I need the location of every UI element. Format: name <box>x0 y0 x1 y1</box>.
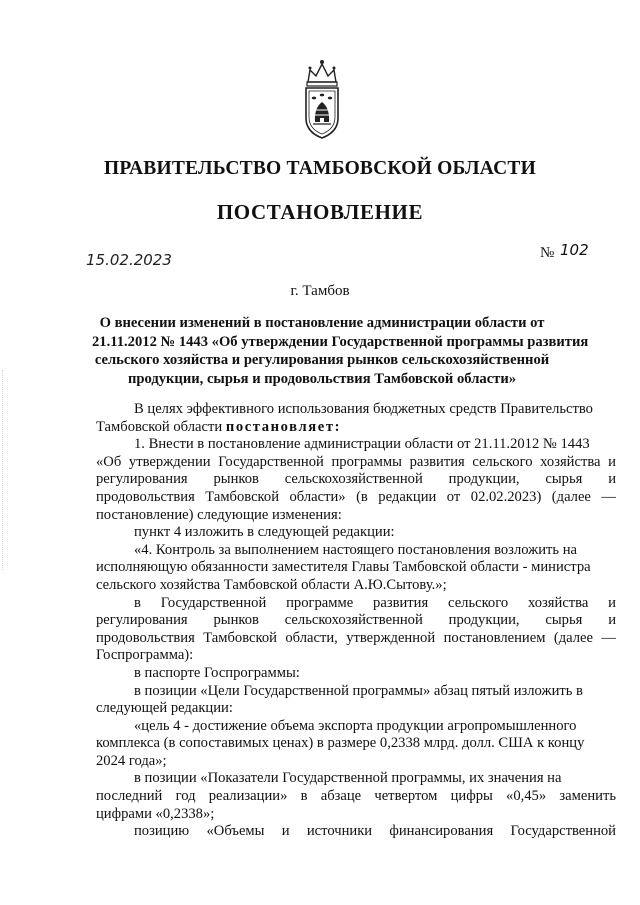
document-number: 102 <box>560 241 589 259</box>
body-line: Госпрограмма): <box>96 647 194 664</box>
body-line: в Государственной программе развития сельского хозяйства и <box>134 594 616 611</box>
body-text-fragment: Тамбовской области <box>96 418 223 435</box>
body-line: регулирования рынков сельскохозяйственной продукции, сырья и <box>96 471 616 488</box>
document-body <box>96 401 616 841</box>
margin-stamp <box>2 370 9 570</box>
organization-name: ПРАВИТЕЛЬСТВО ТАМБОВСКОЙ ОБЛАСТИ <box>104 158 536 179</box>
body-line <box>96 419 616 437</box>
body-line: «4. Контроль за выполнением настоящего постановления возложить на <box>134 541 578 558</box>
body-line: продовольствия Тамбовской области, утвержденной постановлением (далее — <box>96 629 616 646</box>
body-line: 1. Внести в постановление администрации области от 21.11.2012 № 1443 <box>134 436 590 453</box>
body-line: в позиции «Показатели Государственной программы, их значения на <box>134 770 562 787</box>
body-line: последний год реализации» в абзаце четвертом цифры «0,45» заменить <box>96 788 616 805</box>
body-line: в паспорте Госпрограммы: <box>134 664 300 681</box>
body-line: цифрами «0,2338»; <box>96 805 215 822</box>
body-line: исполняющую обязанности заместителя Главы Тамбовской области - министра <box>96 559 591 576</box>
body-line: продовольствия Тамбовской области» (в редакции от 02.02.2023) (далее — <box>96 488 616 505</box>
body-line: в позиции «Цели Государственной программы» абзац пятый изложить в <box>134 682 583 699</box>
body-line: позицию «Объемы и источники финансирования Государственной <box>134 823 616 840</box>
document-number-label: № <box>540 245 555 261</box>
document-title <box>92 314 589 388</box>
body-line: комплекса (в сопоставимых ценах) в размере 0,2338 млрд. долл. США к концу <box>96 735 585 752</box>
body-line: 2024 года»; <box>96 752 167 769</box>
document-type: ПОСТАНОВЛЕНИЕ <box>216 200 424 224</box>
title-line: 21.11.2012 № 1443 «Об утверждении Государственной программы развития <box>92 333 589 350</box>
city: г. Тамбов <box>290 283 350 299</box>
title-line: сельского хозяйства и регулирования рынков сельскохозяйственной <box>94 352 550 368</box>
body-line: следующей редакции: <box>96 700 233 717</box>
body-line: постановление) следующие изменения: <box>96 506 342 523</box>
title-line: О внесении изменений в постановление администрации области от <box>99 315 545 331</box>
body-line: В целях эффективного использования бюджетных средств Правительство <box>134 401 593 417</box>
body-line: регулирования рынков сельскохозяйственной продукции, сырья и <box>96 612 616 629</box>
body-line: пункт 4 изложить в следующей редакции: <box>134 524 395 541</box>
document-date: 15.02.2023 <box>86 251 172 269</box>
coat-of-arms-icon <box>300 56 344 142</box>
decree-word: постановляет: <box>225 418 342 435</box>
body-line: сельского хозяйства Тамбовской области А.Ю.Сытову.»; <box>96 576 447 593</box>
body-line: «Об утверждении Государственной программы развития сельского хозяйства и <box>96 453 616 470</box>
body-line: «цель 4 - достижение объема экспорта продукции агропромышленного <box>134 717 577 734</box>
title-line: продукции, сырья и продовольствия Тамбовской области» <box>127 370 517 387</box>
